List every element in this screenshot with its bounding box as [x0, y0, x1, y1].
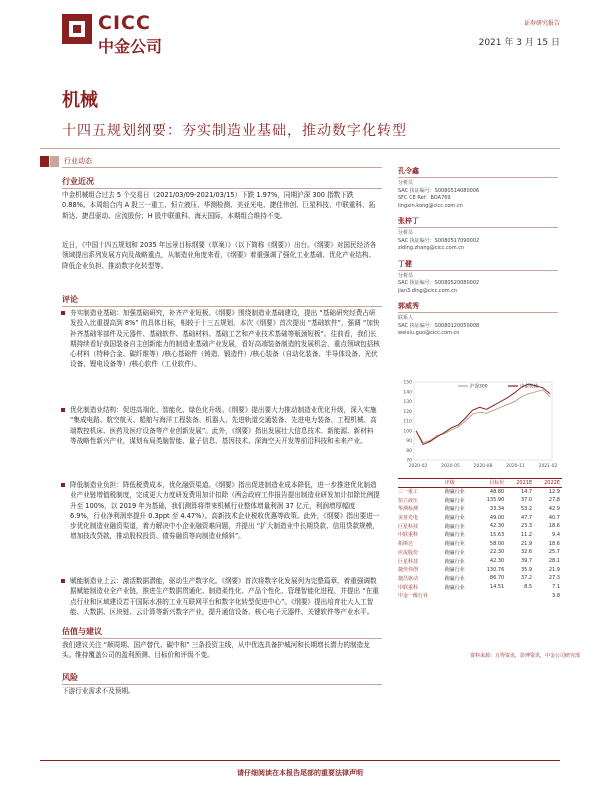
table-cell: 23.3 [520, 523, 533, 530]
table-cell: 14.51 [489, 584, 505, 591]
table-row [398, 539, 562, 548]
legend-label: 中金机械 [520, 384, 538, 390]
table-cell: 58.00 [489, 540, 505, 547]
table-cell: 48.80 [489, 488, 505, 495]
table-header-cell: 评级 [445, 479, 476, 488]
table-cell: 32.6 [520, 549, 533, 556]
series-line-hs300 [416, 390, 550, 443]
table-cell: 25.7 [548, 549, 560, 556]
analyst-name: 丁健 [398, 259, 558, 271]
table-row [398, 565, 562, 574]
logo-text-en: CICC [98, 12, 151, 34]
analyst-card [398, 216, 558, 253]
report-date: 2021 年 3 月 15 日 [478, 38, 560, 48]
table-cell: 35.9 [520, 566, 533, 573]
x-tick-label: 2020-11 [506, 464, 525, 469]
analyst-sac: SAC 执证编号：S0080514080006 [398, 187, 480, 194]
table-header-cell: 2021E [506, 479, 534, 488]
x-tick-label: 2021-02 [538, 464, 558, 469]
table-cell: 恒立液压 [398, 497, 419, 504]
table-cell: 跑赢行业 [444, 506, 465, 513]
table-cell: 跑赢行业 [444, 515, 465, 522]
comment-bullet-4: 赋能制造业上云：激活数据潜能，驱动生产数字化。《纲要》首次将数字化发展列为完整篇章，着重强调数据赋能制造业全产业链，推进生产数据贯通化、制造柔性化、产品个性化、管理智能化进程，并提出 “在重点行业和区域建设若干国际水准的工业互联网平台和数字化转型促进中心”。《纲要》提出培育壮大人工智能、大数据、区块链、云计算等新兴数字产业，提升通信设备、核心电子元器件、关键软件等产业水平。 [70, 577, 379, 616]
y-tick-label: 90 [406, 439, 412, 444]
risk-heading: 风险 [62, 672, 382, 685]
comment-bullet-1: 夯实制造业基础：加强基础研究，补齐产业短板。《纲要》围绕制造业基础建设，提出 “基础研究经费占研发投入比重提高到 8%” 的具体目标，相较于十三五规划，本次《纲要》首次提出 “基础软件”，强调 “加快补齐基础零部件及元器件、基础软件、基础材料、基础工艺和产业技术基础等瓶颈短板”。往前看，我们长期持续看好我国装备自主创新能力的制造业基础产业发展，看好高端装备制造的发展机会，重点领域包括核心材料（特种合金、碳纤维等）/核心基础件（铸造、锻造件）/核心装备（自动化装备、半导体设备、光伏设备、锂电设备等）/核心软件（工业软件）。 [70, 309, 380, 369]
table-cell: 42.30 [489, 523, 505, 530]
legal-footer: 请仔细阅读在本报告尾部的重要法律声明 [237, 769, 363, 777]
y-tick-label: 120 [403, 409, 412, 415]
table-cell [445, 591, 476, 600]
tag-bars-icon [40, 156, 60, 167]
table-cell: 42.30 [489, 558, 505, 565]
table-row [398, 557, 562, 566]
table-cell: 美亚光电 [398, 515, 419, 522]
table-cell: 49.00 [489, 514, 505, 521]
table-row [398, 583, 562, 592]
analyst-role: 分析员 [398, 272, 414, 279]
y-tick-label: 70 [406, 458, 412, 464]
table-source: 资料来源：万得资讯，彭博资讯，中金公司研究部 [470, 653, 581, 659]
table-cell: 跑赢行业 [444, 575, 465, 582]
y-tick-label: 110 [403, 419, 412, 425]
performance-chart [398, 374, 560, 472]
table-cell: 跑赢行业 [444, 549, 465, 556]
table-header-cell [398, 479, 445, 488]
table-row [398, 505, 562, 514]
table-header-row [398, 479, 562, 488]
y-tick-label: 130 [403, 400, 412, 405]
table-cell: 跑赢行业 [444, 489, 465, 496]
table-cell: 跑赢行业 [444, 567, 465, 574]
table-cell: 跑赢行业 [444, 558, 465, 565]
comment-bullet-2: 优化制造业结构：促进高端化、智能化、绿色化升级。《纲要》提出要大力推动制造业优化升级，深入实施 “集成电路、航空航天、船舶与海洋工程装备、机器人、先进轨道交通装备、先进电力装备、工程机械、高端数控机床、医药及医疗设备等产业创新发展”。此外，《纲要》指出发展壮大信息技术、新能源、新材料等战略性新兴产业，谋划布局类脑智能、量子信息、基因技术、深海空天开发等前沿科技和未来产业。 [70, 405, 380, 446]
valuation-heading: 估值与建议 [62, 626, 382, 639]
plot-frame [414, 382, 552, 460]
table-cell: 中联重科 [398, 584, 419, 591]
table-row [398, 591, 562, 600]
table-cell: 86.70 [489, 575, 505, 582]
coverage-table [398, 478, 562, 600]
table-cell: 40.7 [548, 514, 560, 521]
report-meta [479, 18, 560, 48]
table-cell: 21.9 [520, 540, 533, 547]
table-cell: 37.0 [520, 497, 533, 504]
footer-divider [40, 760, 560, 761]
report-type: 证券研究报告 [523, 20, 560, 27]
analyst-role: 联系人 [398, 315, 414, 321]
report-category: 行业动态 [62, 154, 382, 168]
logo-text-cn: 中金公司 [98, 37, 163, 56]
title-divider [40, 148, 560, 149]
table-cell: 42.9 [548, 505, 560, 512]
table-cell: 15.63 [489, 531, 505, 538]
table-cell: 27.8 [548, 497, 560, 504]
table-cell: 中联重科 [398, 532, 419, 539]
table-cell: 跑赢行业 [444, 497, 465, 504]
table-cell: 应流股份 [398, 549, 419, 556]
review-heading: 行业近况 [62, 176, 382, 189]
valuation-paragraph: 我们建议关注 “顺周期、国产替代、碳中和” 三条投资主线，从中优选具备护城河和长期增长潜力的制造龙头。维持覆盖公司的盈利预测、目标价和评级不变。 [62, 641, 370, 660]
table-row [398, 487, 562, 496]
table-cell: 捷佳伟创 [398, 567, 419, 574]
analyst-sac: SAC 执证编号：S0080517090002 [398, 237, 480, 244]
table-cell: 53.2 [520, 505, 533, 512]
table-row [398, 574, 562, 583]
risk-paragraph: 下游行业需求不及预期。 [62, 687, 135, 695]
table-cell: 跑赢行业 [444, 541, 465, 548]
table-cell: 27.3 [548, 575, 560, 582]
analyst-role: 分析员 [398, 180, 414, 186]
analyst-card [398, 301, 558, 338]
analyst-email: ziding.zhang@cicc.com.cn [398, 245, 465, 251]
analyst-name: 孔令鑫 [398, 166, 558, 178]
table-row [398, 531, 562, 540]
analyst-list [398, 166, 558, 344]
analyst-role: 分析员 [398, 230, 414, 236]
y-tick-label: 80 [406, 448, 412, 454]
table-cell: 中金一级行业 [398, 593, 429, 600]
review-paragraph-1: 中金机械组合过去 5 个交易日（2021/03/09-2021/03/15）下跌 1.97%，同期沪深 300 指数下跌 0.88%。本周组合内 A 股三一重工、恒立液压、华测检测、美亚光电、捷佳伟创、巨星科技、中联重科、拓斯达、捷昌驱动、应流股份；H 股中联重科、海天国际，本期组合维持不变。 [62, 191, 376, 220]
table-row [398, 548, 562, 557]
table-cell: 三一重工 [398, 489, 419, 496]
x-tick-label: 2020-08 [473, 464, 493, 469]
table-row [398, 496, 562, 505]
y-tick-label: 150 [403, 380, 412, 386]
analyst-sac: SAC 执证编号：S0080520080002 [398, 280, 480, 286]
table-cell: 7.1 [552, 584, 560, 591]
sector-title: 机械 [62, 90, 98, 111]
table-cell: 37.2 [520, 575, 533, 582]
table-cell: 11.2 [520, 531, 533, 538]
table-cell: 39.7 [520, 558, 533, 565]
analyst-email: lingxin.kong@cicc.com.cn [398, 202, 463, 209]
table-cell: 18.6 [548, 540, 560, 547]
y-tick-label: 100 [403, 429, 412, 435]
table-row [398, 513, 562, 522]
table-cell: 巨星科技 [398, 558, 419, 565]
table-cell: 捷昌驱动 [398, 575, 419, 582]
table-cell: 3.8 [552, 592, 560, 599]
table-row [398, 522, 562, 531]
analyst-card [398, 259, 558, 296]
table-cell: 8.5 [524, 584, 533, 591]
cicc-logo-icon [62, 14, 92, 44]
table-cell: 12.9 [548, 488, 560, 495]
analyst-sac: SAC 执证编号：S0080120050008 [398, 322, 480, 329]
analyst-name: 郭威秀 [398, 301, 558, 313]
table-cell: 135.90 [486, 497, 505, 504]
analyst-name: 张梓丁 [398, 216, 558, 228]
cicc-logo [62, 10, 172, 60]
analyst-card [398, 166, 558, 210]
table-cell: 14.7 [520, 488, 533, 495]
table-cell: 9.4 [552, 531, 560, 538]
report-title: 十四五规划纲要：夯实制造业基础，推动数字化转型 [62, 123, 407, 139]
table-cell: 21.9 [548, 566, 560, 573]
table-cell [506, 591, 534, 600]
analyst-email: weixiu.guo@cicc.com.cn [398, 330, 460, 336]
x-tick-label: 2020-02 [408, 464, 428, 469]
table-header-cell: 目标价 [476, 479, 506, 488]
analyst-sfc: SFC CE Ref：BOA769 [398, 195, 451, 201]
table-cell: 跑赢行业 [444, 523, 465, 530]
table-cell: 22.30 [489, 549, 505, 556]
comment-heading: 评论 [62, 294, 382, 307]
table-header-cell: 2022E [534, 479, 562, 488]
table-cell: 跑赢行业 [444, 584, 465, 591]
table-cell: 巨星科技 [398, 523, 419, 530]
legend-label: 沪深300 [470, 384, 488, 390]
analyst-email: jian3.ding@cicc.com.cn [398, 287, 458, 294]
y-tick-label: 140 [403, 390, 412, 396]
review-paragraph-2: 近日，《中国十四五规划和 2035 年远景目标纲要（草案）》（以下简称《纲要》）出台。《纲要》对国民经济各领域提出系列发展方向及战略重点，从制造业角度来看，《纲要》着重强调了强化工业基础、优化产业结构、降低企业负担、推动数字化转型等。 [62, 241, 377, 270]
table-cell [476, 591, 506, 600]
table-cell: 47.7 [520, 514, 533, 521]
comment-bullet-3: 降低制造业负担：降低税费成本，优化融资渠道。《纲要》指出促进制造业成本降低，进一步推进优化制造业产业链增值税制度，完成更大力度研发费用加计扣除（两会政府工作报告提出制造业研发加计扣除比例提升至 100%，以 2019 年为基础，我们测算将带来机械行业整体增量利润 37 亿元，利润增厚幅度 6.9%，行业净利润率提升 0.3ppt 至 4.47%）。高新技术企业税收优惠等政策。此外，《纲要》指出要进一步优化制造业融资渠道，着力解决中小企业融资难问题，并提出 “扩大制造业中长期贷款、信用贷款规模，增加技改贷款，推动股权投资、债券融资等向制造业倾斜”。 [70, 481, 380, 541]
table-cell: 跑赢行业 [444, 532, 465, 539]
x-tick-label: 2020-05 [441, 464, 460, 469]
table-cell: 拓斯达 [398, 541, 414, 548]
table-cell: 33.34 [489, 505, 505, 512]
table-cell: 18.6 [548, 523, 560, 530]
table-cell: 28.1 [548, 558, 560, 565]
table-cell: 130.76 [486, 566, 505, 573]
table-cell: 华测检测 [398, 506, 419, 513]
